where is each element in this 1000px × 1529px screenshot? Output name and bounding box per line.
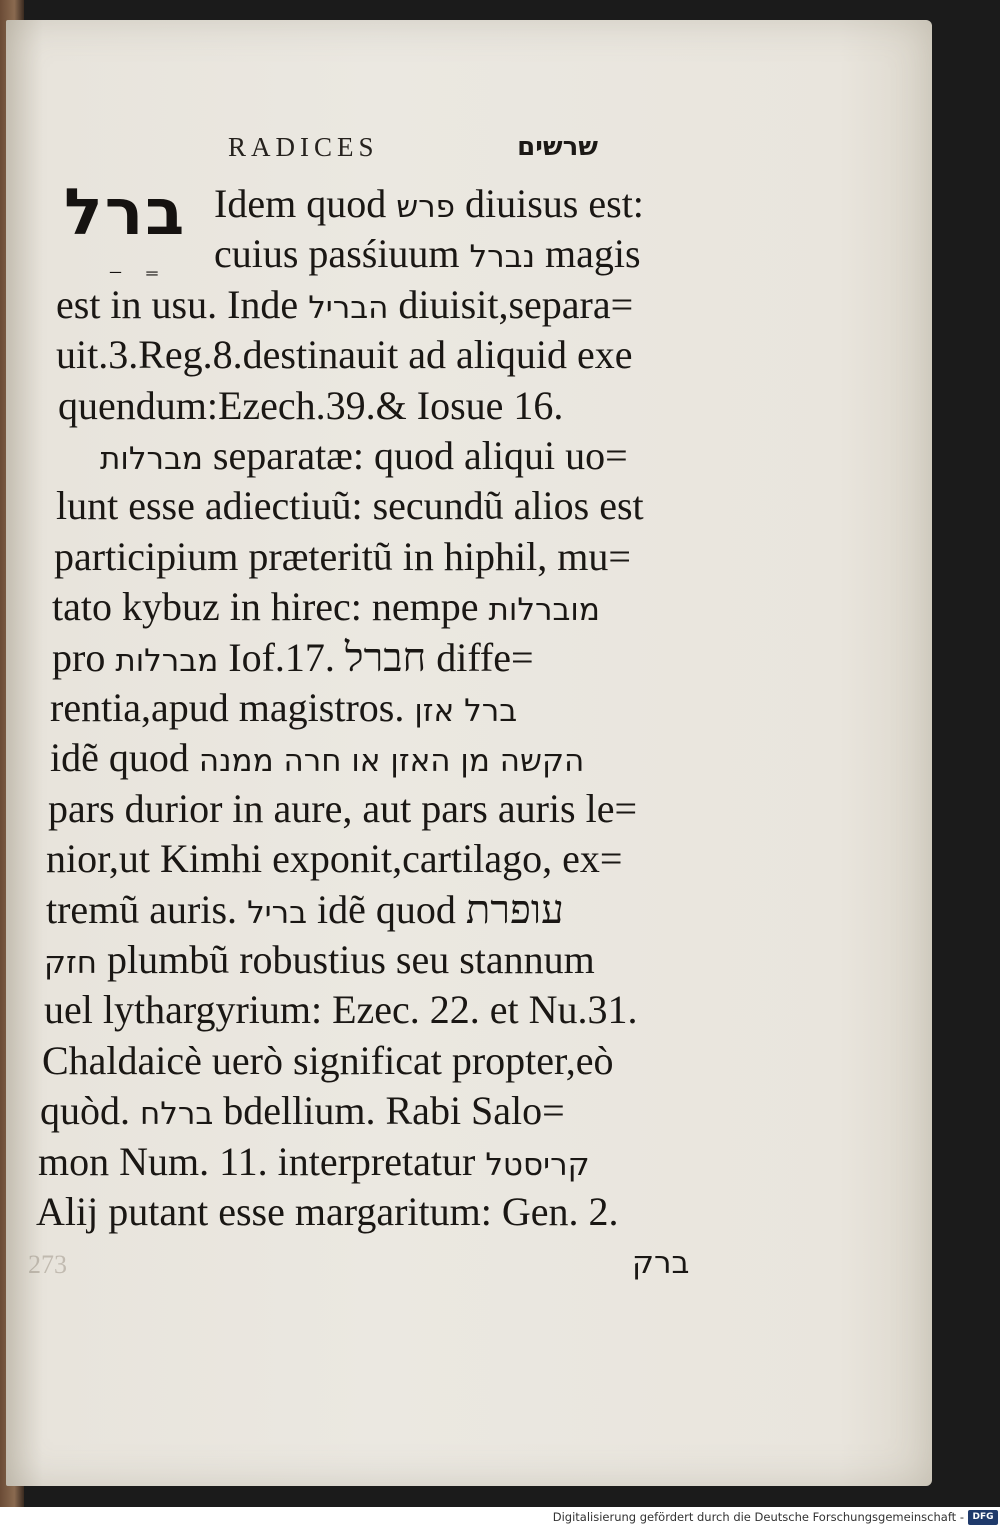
text-line (214, 230, 718, 281)
line-text: nior,ut Kimhi exponit,cartilago, ex= (46, 836, 623, 882)
dfg-logo: DFG (968, 1510, 998, 1525)
line-text: tremũ auris. (46, 886, 248, 932)
line-text-after: diuisit,separa= (388, 281, 634, 327)
running-header (228, 132, 598, 168)
text-line (50, 684, 718, 735)
text-line (56, 482, 718, 533)
line-hebrew: ברלח (140, 1096, 214, 1133)
text-line (44, 986, 718, 1037)
line-hebrew: מברלות (115, 642, 219, 679)
line-hebrew: קריסטל (485, 1146, 590, 1183)
line-text-after: bdellium. Rabi Salo= (213, 1088, 565, 1134)
line-hebrew: בריל (247, 894, 308, 931)
line-hebrew: מברלות (100, 441, 203, 477)
line-text: pars durior in aure, aut pars auris le= (48, 785, 638, 831)
headword-marks: _ ‗ (110, 250, 168, 275)
text-line (50, 734, 718, 785)
line-text: rentia,apud magistros. (50, 685, 415, 730)
line-text: uel lythargyrium: Ezec. 22. et Nu.31. (44, 987, 638, 1033)
footer-credit: Digitalisierung gefördert durch die Deutsche Forschungsgemeinschaft - (552, 1510, 964, 1524)
text-line (56, 331, 718, 382)
text-line (52, 634, 718, 685)
running-title: RADICES (228, 132, 379, 162)
entry-headword: ברל (64, 176, 187, 250)
text-line (54, 533, 718, 584)
line-text: Idem quod (214, 181, 397, 226)
line-hebrew: חזק (44, 945, 97, 981)
text-line (44, 936, 718, 987)
line-text: idẽ quod (50, 735, 199, 781)
line-text: participium præteritũ in hiphil, mu= (54, 533, 631, 579)
text-line (46, 886, 718, 937)
line-hebrew: ברל אזן (414, 693, 518, 729)
line-text-after: magis (535, 231, 641, 277)
line-hebrew: פרש (396, 189, 456, 225)
text-line (36, 1188, 718, 1239)
faded-margin-mark: 273 (28, 1250, 67, 1279)
text-line (56, 281, 718, 332)
line-text: Chaldaicè uerò significat propter,eò (42, 1037, 614, 1083)
line-hebrew: הבריל (308, 289, 389, 326)
line-text: quendum:Ezech.39.& Iosue 16. (58, 382, 564, 428)
line-text: uit.3.Reg.8.destinauit ad aliquid exe (56, 332, 633, 378)
line-text: quòd. (40, 1088, 140, 1134)
line-text-after: separatæ: quod aliqui uo= (202, 433, 628, 478)
footer-bar (0, 1507, 1000, 1529)
line-text-after: idẽ quod עופרת (307, 886, 564, 932)
text-line (42, 1037, 718, 1088)
text-line (214, 180, 718, 231)
line-text: est in usu. Inde (56, 281, 309, 327)
line-text-after: plumbũ robustius seu stannum (96, 937, 595, 982)
line-text: pro (52, 634, 116, 680)
text-line (52, 583, 718, 634)
line-text: tato kybuz in hirec: nempe (52, 584, 489, 630)
text-line (100, 432, 718, 483)
text-line (58, 382, 718, 433)
running-title-hebrew: שרשים (517, 132, 598, 162)
catchword: ברק (632, 1245, 690, 1281)
text-line (40, 1087, 718, 1138)
line-hebrew: הקשה מן האזן או חרה ממנה (198, 743, 585, 780)
line-text: lunt esse adiectiuũ: secundũ alios est (56, 483, 644, 529)
text-line (46, 835, 718, 886)
line-text-after: diuisus est: (455, 181, 644, 226)
line-text-after: Iof.17. חברל diffe= (218, 634, 534, 680)
line-text: mon Num. 11. interpretatur (38, 1138, 486, 1184)
text-line (48, 785, 718, 836)
line-hebrew: מוברלות (488, 592, 600, 629)
line-text: Alij putant esse margaritum: Gen. 2. (36, 1189, 619, 1234)
line-text: cuius pasśiuum (214, 231, 470, 277)
line-hebrew: נברל (469, 239, 535, 276)
text-line (38, 1138, 718, 1189)
